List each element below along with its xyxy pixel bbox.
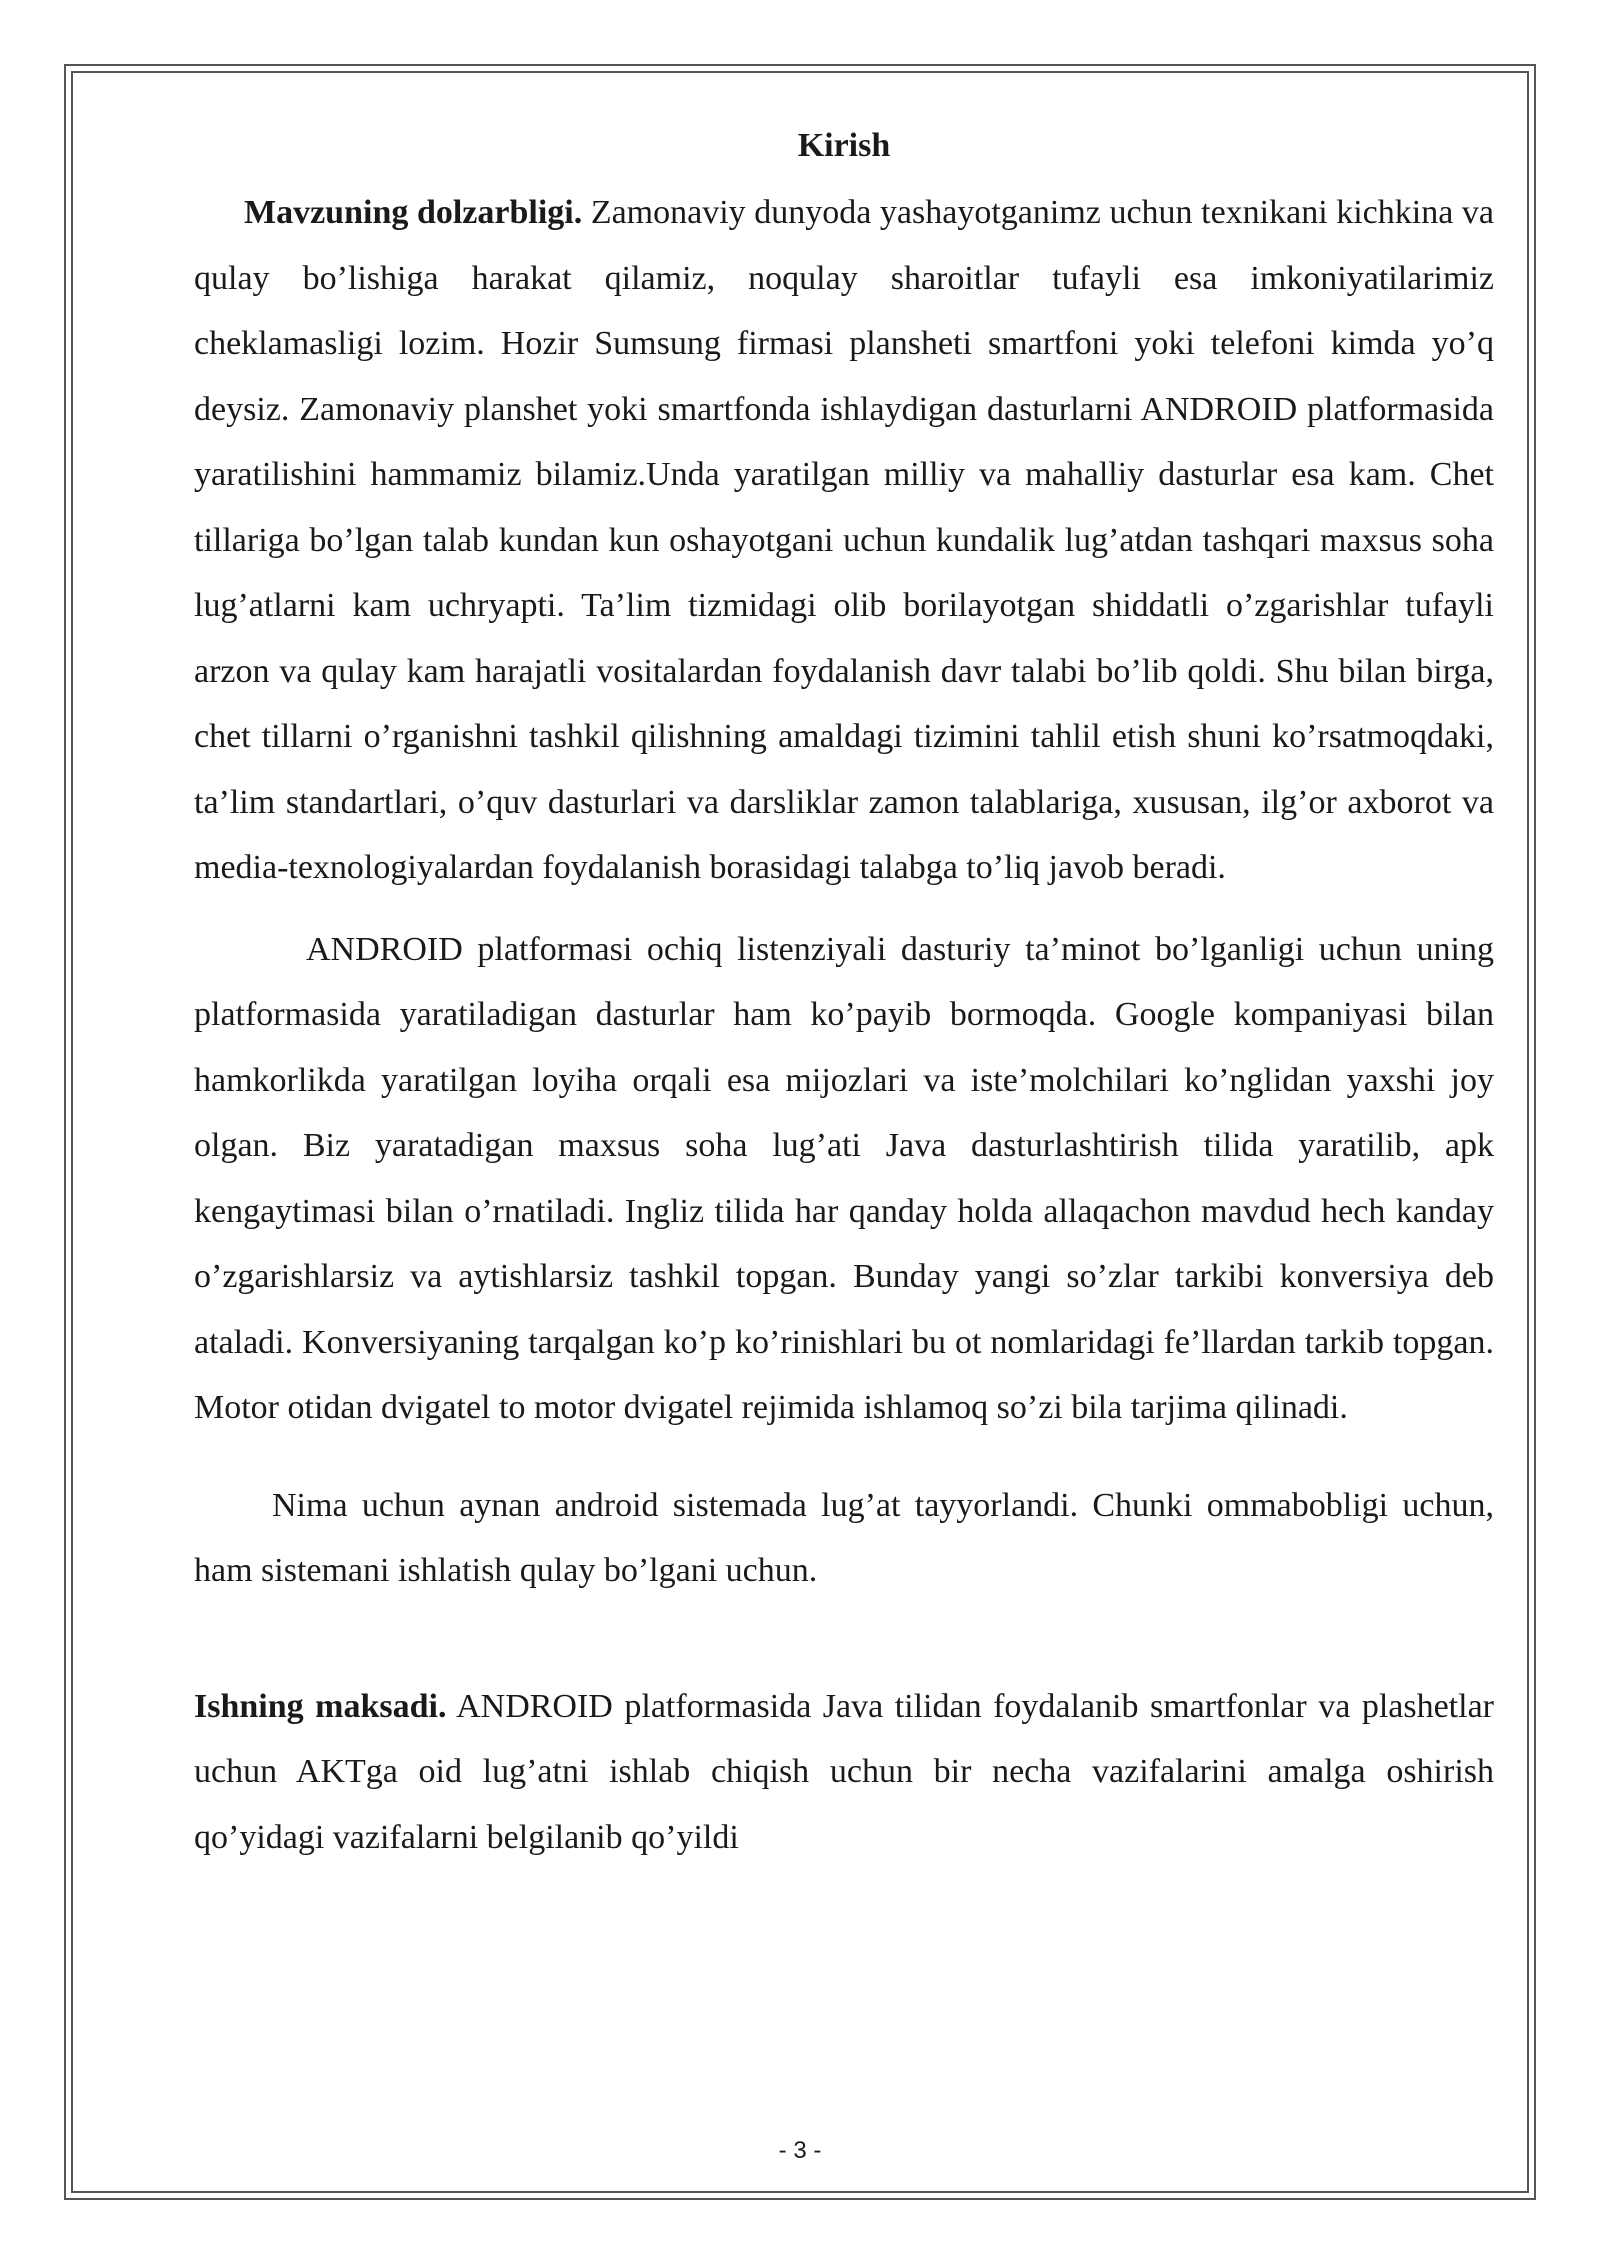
paragraph-text-goal: ANDROID platformasida Java tilidan foydalanib smartfonlar va plashetlar uchun AKTga oid lug’atni ishlab chiqish uchun bir necha vazifalarini amalga oshirish qo’yidagi vazifalarni belgilanib qo’yildi xyxy=(194,1687,1494,1856)
paragraph-why-android xyxy=(194,1473,1494,1604)
paragraph-text-why-android: Nima uchun aynan android sistemada lug’at tayyorlandi. Chunki ommabobligi uchun, ham sistemani ishlatish qulay bo’lgani uchun. xyxy=(194,1486,1494,1589)
paragraph-goal xyxy=(194,1674,1494,1871)
paragraph-relevance xyxy=(194,180,1494,901)
section-heading: Kirish xyxy=(797,127,891,164)
paragraph-text-relevance: Zamonaviy dunyoda yashayotganimz uchun texnikani kichkina va qulay bo’lishiga harakat qilamiz, noqulay sharoitlar tufayli esa imkoniyatilarimiz cheklamasligi lozim. Hozir Sumsung firmasi plansheti smartfoni yoki telefoni kimda yo’q deysiz. Zamonaviy planshet yoki smartfonda ishlaydigan dasturlarni ANDROID platformasida yaratilishini hammamiz bilamiz.Unda yaratilgan milliy va mahalliy dasturlar esa kam. Chet tillariga bo’lgan talab kundan kun oshayotgani uchun kundalik lug’atdan tashqari maxsus soha lug’atlarni kam uchryapti. Ta’lim tizmidagi olib borilayotgan shiddatli o’zgarishlar tufayli arzon va qulay kam harajatli vositalardan foydalanish davr talabi bo’lib qoldi. Shu bilan birga, chet tillarni o’rganishni tashkil qilishning amaldagi tizimini tahlil etish shuni ko’rsatmoqdaki, ta’lim standartlari, o’quv dasturlari va darsliklar zamon talablariga, xususan, ilg’or axborot va media-texnologiyalardan foydalanish borasidagi talabga to’liq javob beradi. xyxy=(194,194,1494,886)
paragraph-android-platform xyxy=(194,917,1494,1441)
paragraph-lead-goal: Ishning maksadi. xyxy=(194,1687,447,1725)
paragraph-lead-relevance: Mavzuning dolzarbligi. xyxy=(244,194,583,231)
paragraph-text-android-platform: ANDROID platformasi ochiq listenziyali dasturiy ta’minot bo’lganligi uchun uning platformasida yaratiladigan dasturlar ham ko’payib bormoqda. Google kompaniyasi bilan hamkorlikda yaratilgan loyiha orqali esa mijozlari va iste’molchilari ko’nglidan yaxshi joy olgan. Biz yaratadigan maxsus soha lug’ati Java dasturlashtirish tilida yaratilib, apk kengaytimasi bilan o’rnatiladi. Ingliz tilida har qanday holda allaqachon mavdud hech kanday o’zgarishlarsiz va aytishlarsiz tashkil topgan. Bunday yangi so’zlar tarkibi konversiya deb ataladi. Konversiyaning tarqalgan ko’p ko’rinishlari bu ot nomlaridagi fe’llardan tarkib topgan. Motor otidan dvigatel to motor dvigatel rejimida ishlamoq so’zi bila tarjima qilinadi. xyxy=(194,930,1494,1426)
page-body xyxy=(194,118,1494,1870)
page-number: - 3 - xyxy=(778,2137,822,2164)
